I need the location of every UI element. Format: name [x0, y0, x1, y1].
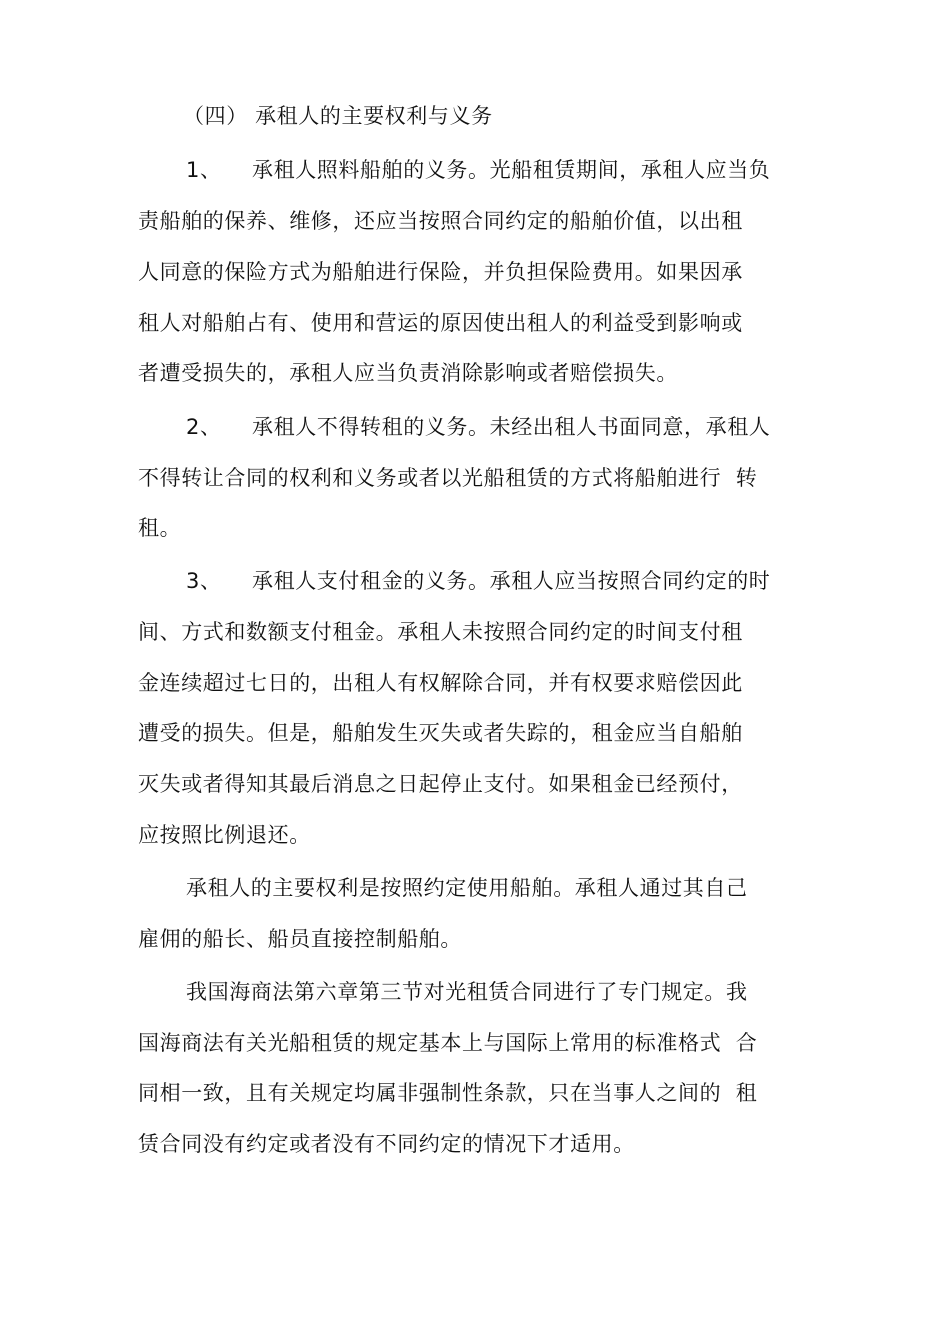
item-1-line: 责船舶的保养、维修，还应当按照合同约定的船舶价值，以出租: [138, 209, 743, 233]
item-2-text: 承租人不得转租的义务。未经出租人书面同意，承租人: [252, 415, 771, 439]
item-1-line: 者遭受损失的，承租人应当负责消除影响或者赔偿损失。: [138, 361, 678, 385]
item-3-line: 应按照比例退还。: [138, 823, 311, 847]
item-1-line: 租人对船舶占有、使用和营运的原因使出租人的利益受到影响或: [138, 311, 743, 335]
item-1-line: 人同意的保险方式为船舶进行保险，并负担保险费用。如果因承: [138, 260, 743, 284]
item-1-number: 1、: [186, 158, 222, 182]
rights-paragraph-line: 雇佣的船长、船员直接控制船舶。: [138, 927, 462, 951]
item-3-first-line: [186, 566, 876, 596]
item-1-text: 承租人照料船舶的义务。光船租赁期间，承租人应当负: [252, 158, 771, 182]
item-1-first-line: [186, 155, 876, 185]
item-3-line: 灭失或者得知其最后消息之日起停止支付。如果租金已经预付，: [138, 772, 743, 796]
item-2-first-line: [186, 412, 876, 442]
law-paragraph-line: 国海商法有关光船租赁的规定基本上与国际上常用的标准格式 合: [138, 1031, 758, 1055]
item-2-line: 租。: [138, 516, 182, 540]
law-paragraph-line: 同相一致，且有关规定均属非强制性条款，只在当事人之间的 租: [138, 1081, 758, 1105]
item-3-line: 遭受的损失。但是，船舶发生灭失或者失踪的，租金应当自船舶: [138, 721, 743, 745]
law-paragraph-line: 我国海商法第六章第三节对光租赁合同进行了专门规定。我: [186, 980, 748, 1004]
section-heading: （四） 承租人的主要权利与义务: [183, 104, 493, 128]
item-2-line: 不得转让合同的权利和义务或者以光船租赁的方式将船舶进行 转: [138, 466, 758, 490]
item-3-line: 间、方式和数额支付租金。承租人未按照合同约定的时间支付租: [138, 620, 743, 644]
law-paragraph-line: 赁合同没有约定或者没有不同约定的情况下才适用。: [138, 1132, 635, 1156]
rights-paragraph-line: 承租人的主要权利是按照约定使用船舶。承租人通过其自己: [186, 876, 748, 900]
item-3-text: 承租人支付租金的义务。承租人应当按照合同约定的时: [252, 569, 771, 593]
item-2-number: 2、: [186, 415, 222, 439]
item-3-number: 3、: [186, 569, 222, 593]
item-3-line: 金连续超过七日的，出租人有权解除合同，并有权要求赔偿因此: [138, 671, 743, 695]
